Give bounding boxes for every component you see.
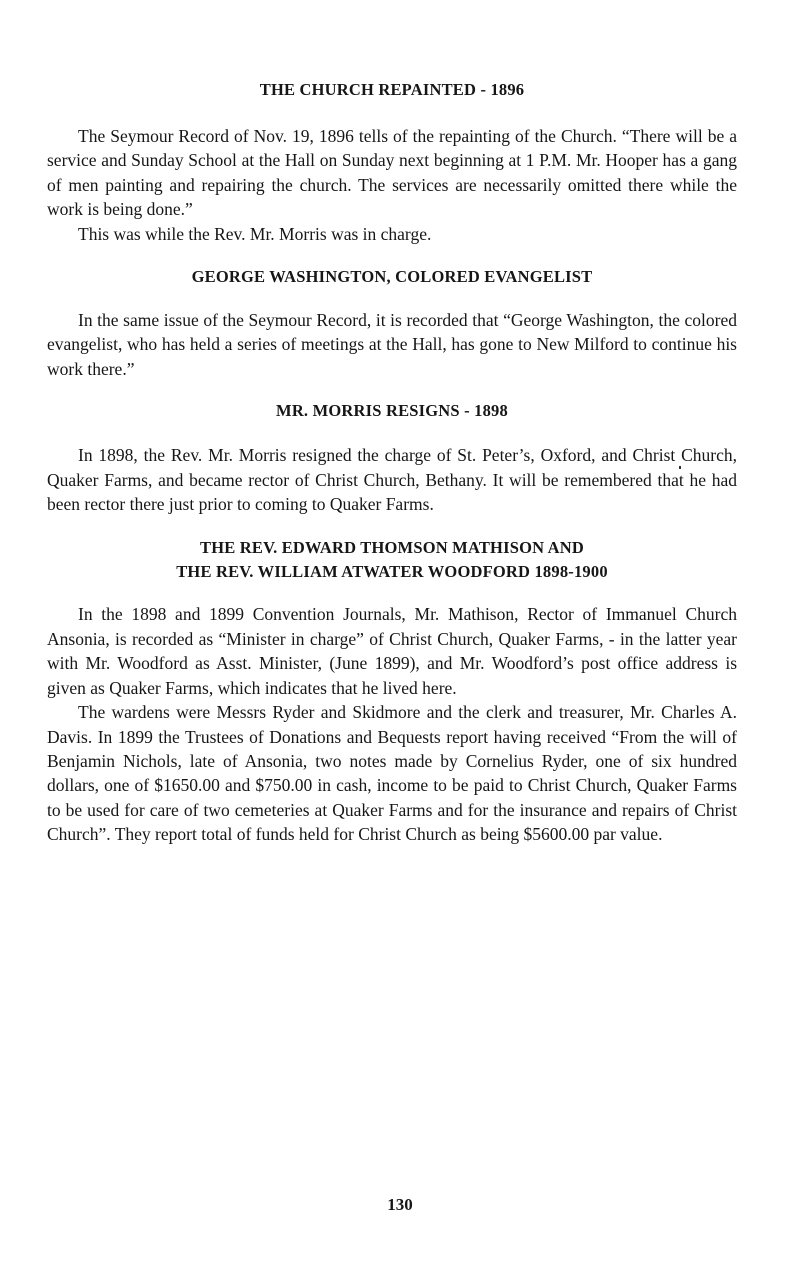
paragraph-morris-resigned — [47, 443, 737, 516]
paragraph-evangelist — [47, 308, 737, 381]
paragraph-evangelist-text: In the same issue of the Seymour Record, it is recorded that “George Washington, the colored evangelist, who has held a series of meetings at the Hall, has gone to New Milford to continue his work there.” — [47, 310, 737, 379]
paragraph-convention-journals — [47, 602, 737, 700]
paragraph-repainting — [47, 124, 737, 222]
paragraph-morris-in-charge — [47, 222, 737, 246]
section-heading-morris-resigns: MR. MORRIS RESIGNS - 1898 — [276, 401, 508, 421]
paragraph-morris-resigned-text: In 1898, the Rev. Mr. Morris resigned the charge of St. Peter’s, Oxford, and Christ Church, Quaker Farms, and became rector of Christ Church, Bethany. It will be remembered that he had been rector there just prior to coming to Quaker Farms. — [47, 445, 737, 515]
page-number: 130 — [387, 1195, 413, 1214]
paragraph-wardens-bequests-text: The wardens were Messrs Ryder and Skidmore and the clerk and treasurer, Mr. Charles A. Davis. In 1899 the Trustees of Donations and Bequests report having received “From the will of Benjamin Nichols, late of Ansonia, two notes made by Cornelius Ryder, one of six hundred dollars, one of $1650.00 and $750.00 in cash, income to be paid to Christ Church, Quaker Farms to be used for care of two cemeteries at Quaker Farms and for the insurance and repairs of Christ Church”. They report total of funds held for Christ Church as being $5600.00 par value. — [47, 702, 737, 845]
section-heading-mathison-line: THE REV. EDWARD THOMSON MATHISON AND — [199, 538, 584, 558]
section-heading-woodford-line: THE REV. WILLIAM ATWATER WOODFORD 1898-1900 — [176, 562, 608, 582]
paragraph-morris-in-charge-text: This was while the Rev. Mr. Morris was in charge. — [78, 223, 432, 244]
section-heading-george-washington: GEORGE WASHINGTON, COLORED EVANGELIST — [191, 267, 593, 287]
paragraph-convention-journals-text: In the 1898 and 1899 Convention Journals, Mr. Mathison, Rector of Immanuel Church Ansonia, is recorded as “Minister in charge” of Christ Church, Quaker Farms, - in the latter year with Mr. Woodford as Asst. Minister, (June 1899), and Mr. Woodford’s post office address is given as Quaker Farms, which indicates that he lived here. — [47, 604, 737, 698]
scan-speck — [679, 466, 681, 469]
document-page — [47, 78, 737, 847]
section-heading-church-repainted: THE CHURCH REPAINTED - 1896 — [259, 80, 525, 99]
section-heading-mathison-woodford — [47, 536, 737, 584]
paragraph-wardens-bequests — [47, 700, 737, 846]
paragraph-repainting-text: The Seymour Record of Nov. 19, 1896 tells of the repainting of the Church. “There will be a service and Sunday School at the Hall on Sunday next beginning at 1 P.M. Mr. Hooper has a gang of men painting and repairing the church. The services are necessarily omitted there while the work is being done.” — [47, 126, 737, 220]
